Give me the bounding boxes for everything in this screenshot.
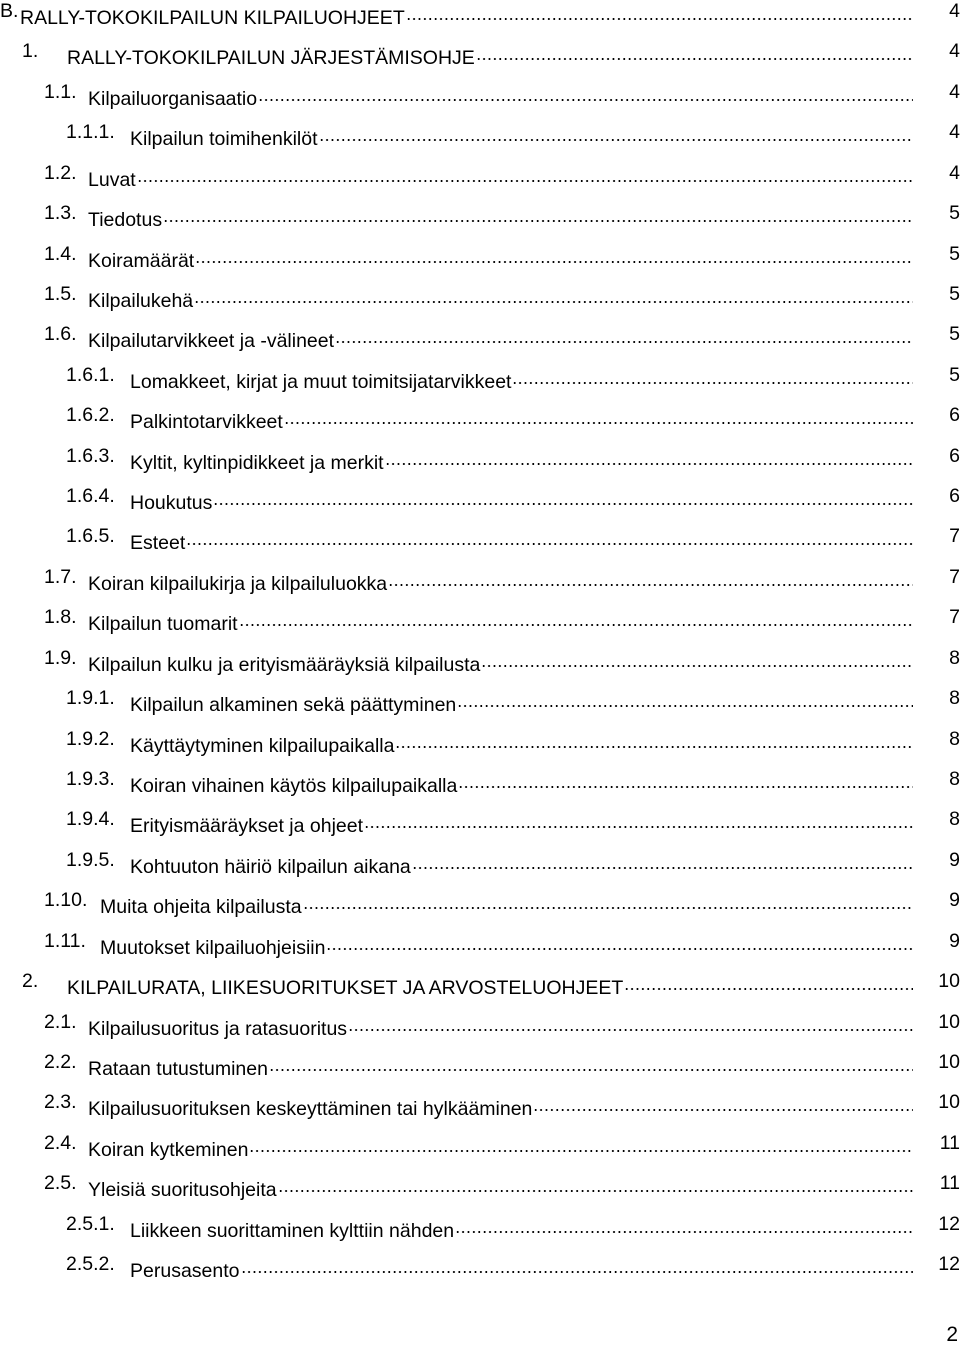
toc-entry-title-wrap bbox=[130, 119, 915, 152]
toc-entry-title-wrap bbox=[20, 0, 915, 31]
toc-entry-title: Kilpailun tuomarit bbox=[88, 613, 238, 636]
dot-leader bbox=[385, 443, 913, 469]
toc-entry[interactable] bbox=[0, 1211, 960, 1251]
dot-leader bbox=[258, 79, 913, 105]
toc-entry[interactable] bbox=[0, 806, 960, 846]
toc-entry-number: 1.1. bbox=[44, 80, 77, 103]
toc-entry-page: 8 bbox=[949, 808, 960, 831]
dot-leader bbox=[303, 887, 913, 913]
toc-entry-number: 2. bbox=[22, 970, 39, 993]
toc-entry-title-wrap bbox=[130, 685, 915, 718]
toc-entry[interactable] bbox=[0, 402, 960, 442]
toc-entry[interactable] bbox=[0, 523, 960, 563]
toc-entry-title: Käyttäytyminen kilpailupaikalla bbox=[130, 734, 395, 757]
toc-entry[interactable] bbox=[0, 79, 960, 119]
toc-entry[interactable] bbox=[0, 604, 960, 644]
toc-entry-title-wrap bbox=[88, 1049, 915, 1082]
toc-entry-number: 2.2. bbox=[44, 1050, 77, 1073]
toc-entry-number: 2.4. bbox=[44, 1131, 77, 1154]
toc-entry-title: KILPAILURATA, LIIKESUORITUKSET JA ARVOSTELUOHJEET bbox=[67, 977, 624, 1000]
toc-entry-title-wrap bbox=[88, 564, 915, 597]
toc-entry-title: Kilpailun toimihenkilöt bbox=[130, 128, 318, 151]
toc-entry[interactable] bbox=[0, 483, 960, 523]
dot-leader bbox=[284, 402, 913, 428]
dot-leader bbox=[481, 645, 913, 671]
toc-entry-page: 9 bbox=[949, 848, 960, 871]
toc-entry-number: 1.10. bbox=[44, 889, 88, 912]
toc-entry[interactable] bbox=[0, 928, 960, 968]
toc-entry-title-wrap bbox=[88, 1009, 915, 1042]
toc-entry-title-wrap bbox=[88, 1170, 915, 1203]
toc-entry[interactable] bbox=[0, 321, 960, 361]
toc-entry-number: 1.3. bbox=[44, 202, 77, 225]
toc-entry-number: 1.9.2. bbox=[66, 727, 115, 750]
toc-entry[interactable] bbox=[0, 281, 960, 321]
toc-entry-page: 11 bbox=[939, 1131, 960, 1154]
toc-entry-number: 1.4. bbox=[44, 242, 77, 265]
toc-entry-page: 6 bbox=[949, 444, 960, 467]
toc-entry-page: 5 bbox=[949, 202, 960, 225]
toc-entry-page: 12 bbox=[938, 1212, 960, 1235]
toc-entry-page: 8 bbox=[949, 646, 960, 669]
toc-entry-title-wrap bbox=[130, 362, 915, 395]
toc-entry-title-wrap bbox=[130, 1211, 915, 1244]
toc-entry-title: Tiedotus bbox=[88, 209, 163, 232]
toc-entry-title: Kilpailusuoritus ja ratasuoritus bbox=[88, 1017, 348, 1040]
toc-entry-page: 6 bbox=[949, 485, 960, 508]
dot-leader bbox=[458, 766, 913, 792]
toc-entry-page: 4 bbox=[949, 40, 960, 63]
toc-entry-page: 4 bbox=[949, 80, 960, 103]
toc-entry-page: 5 bbox=[949, 242, 960, 265]
toc-entry-title-wrap bbox=[88, 281, 915, 314]
toc-entry-page: 5 bbox=[949, 323, 960, 346]
toc-entry[interactable] bbox=[0, 1170, 960, 1210]
toc-entry[interactable] bbox=[0, 564, 960, 604]
toc-entry-title: RALLY-TOKOKILPAILUN KILPAILUOHJEET bbox=[20, 7, 405, 29]
toc-entry-title-wrap bbox=[130, 847, 915, 880]
toc-entry[interactable] bbox=[0, 645, 960, 685]
dot-leader bbox=[319, 119, 913, 145]
toc-entry-number: 2.3. bbox=[44, 1091, 77, 1114]
toc-entry-page: 9 bbox=[949, 889, 960, 912]
dot-leader bbox=[395, 726, 913, 752]
toc-entry-title: Rataan tutustuminen bbox=[88, 1057, 268, 1080]
toc-entry-page: 6 bbox=[949, 404, 960, 427]
toc-entry-number: 1. bbox=[22, 40, 39, 63]
toc-entry-page: 8 bbox=[949, 687, 960, 710]
toc-entry-title: Houkutus bbox=[130, 492, 213, 515]
toc-entry[interactable] bbox=[0, 685, 960, 725]
toc-entry-title: Kyltit, kyltinpidikkeet ja merkit bbox=[130, 451, 384, 474]
dot-leader bbox=[455, 1211, 913, 1237]
toc-entry-title-wrap bbox=[88, 1089, 915, 1122]
dot-leader bbox=[412, 847, 913, 873]
dot-leader bbox=[406, 0, 913, 24]
dot-leader bbox=[194, 281, 913, 307]
dot-leader bbox=[624, 968, 913, 994]
toc-entry-number: 1.9.5. bbox=[66, 848, 115, 871]
toc-entry[interactable] bbox=[0, 200, 960, 240]
toc-entry-title-wrap bbox=[130, 402, 915, 435]
toc-entry-title-wrap bbox=[88, 200, 915, 233]
toc-entry[interactable] bbox=[0, 1130, 960, 1170]
toc-entry-number: 1.8. bbox=[44, 606, 77, 629]
dot-leader bbox=[388, 564, 913, 590]
toc-entry-title-wrap bbox=[88, 241, 915, 274]
toc-entry-title-wrap bbox=[88, 160, 915, 193]
toc-entry-title-wrap bbox=[130, 523, 915, 556]
toc-entry-title: Koiran kilpailukirja ja kilpailuluokka bbox=[88, 572, 388, 595]
toc-entry[interactable] bbox=[0, 847, 960, 887]
toc-entry-title-wrap bbox=[88, 79, 915, 112]
toc-entry[interactable] bbox=[0, 119, 960, 159]
toc-entry[interactable] bbox=[0, 1049, 960, 1089]
toc-entry-title-wrap bbox=[130, 483, 915, 516]
toc-entry-number: 2.1. bbox=[44, 1010, 77, 1033]
toc-entry-number: 1.9. bbox=[44, 646, 77, 669]
toc-entry-page: 8 bbox=[949, 727, 960, 750]
toc-entry-title: Kilpailun kulku ja erityismääräyksiä kilpailusta bbox=[88, 653, 481, 676]
toc-entry[interactable] bbox=[0, 726, 960, 766]
dot-leader bbox=[278, 1170, 913, 1196]
dot-leader bbox=[137, 160, 913, 186]
toc-entry-number: 1.6.3. bbox=[66, 444, 115, 467]
toc-entry-title-wrap bbox=[130, 1251, 915, 1284]
toc-entry-title: Palkintotarvikkeet bbox=[130, 411, 283, 434]
toc-entry-page: 10 bbox=[938, 1010, 960, 1033]
toc-entry-title: Yleisiä suoritusohjeita bbox=[88, 1179, 277, 1202]
toc-entry-title: Muita ohjeita kilpailusta bbox=[100, 896, 302, 919]
dot-leader bbox=[348, 1009, 913, 1035]
toc-entry[interactable] bbox=[0, 0, 960, 38]
toc-entry[interactable] bbox=[0, 362, 960, 402]
toc-entry-number: 1.6. bbox=[44, 323, 77, 346]
toc-entry-number: 1.5. bbox=[44, 282, 77, 305]
toc-entry-number: 1.1.1. bbox=[66, 121, 115, 144]
toc-entry-title-wrap bbox=[88, 321, 915, 354]
toc-entry-title-wrap bbox=[130, 443, 915, 476]
toc-entry-page: 4 bbox=[949, 0, 960, 22]
toc-entry-page: 4 bbox=[949, 121, 960, 144]
toc-entry-number: 1.9.1. bbox=[66, 687, 115, 710]
toc-entry-page: 7 bbox=[949, 606, 960, 629]
toc-entry-title-wrap bbox=[130, 726, 915, 759]
toc-entry-page: 5 bbox=[949, 363, 960, 386]
toc-entry-page: 11 bbox=[939, 1172, 960, 1195]
dot-leader bbox=[457, 685, 913, 711]
toc-entry-number: 2.5.1. bbox=[66, 1212, 115, 1235]
toc-entry[interactable] bbox=[0, 38, 960, 78]
dot-leader bbox=[163, 200, 913, 226]
toc-entry-number: 1.6.2. bbox=[66, 404, 115, 427]
toc-entry-number: 1.9.4. bbox=[66, 808, 115, 831]
dot-leader bbox=[335, 321, 913, 347]
toc-entry-title: Esteet bbox=[130, 532, 186, 555]
page-number: 2 bbox=[946, 1323, 958, 1346]
toc-entry[interactable] bbox=[0, 1009, 960, 1049]
toc-entry[interactable] bbox=[0, 1251, 960, 1291]
toc-entry-number: 1.11. bbox=[44, 929, 86, 952]
dot-leader bbox=[241, 1251, 914, 1277]
toc-entry[interactable] bbox=[0, 1089, 960, 1129]
toc-entry-page: 5 bbox=[949, 282, 960, 305]
toc-entry-title-wrap bbox=[88, 604, 915, 637]
dot-leader bbox=[269, 1049, 913, 1075]
toc-entry-title-wrap bbox=[67, 968, 915, 1001]
toc-entry-title-wrap bbox=[88, 1130, 915, 1163]
toc-entry-title: Luvat bbox=[88, 168, 136, 191]
toc-entry-page: 7 bbox=[949, 565, 960, 588]
dot-leader bbox=[476, 38, 913, 64]
toc-entry-title: Kohtuuton häiriö kilpailun aikana bbox=[130, 855, 411, 878]
toc-entry-page: 8 bbox=[949, 767, 960, 790]
toc-entry[interactable] bbox=[0, 968, 960, 1008]
dot-leader bbox=[533, 1089, 913, 1115]
toc-entry-title: Koiramäärät bbox=[88, 249, 195, 272]
toc-entry-page: 10 bbox=[938, 1091, 960, 1114]
toc-entry-title-wrap bbox=[88, 645, 915, 678]
toc-entry-title: Koiran kytkeminen bbox=[88, 1138, 249, 1161]
toc-entry-page: 10 bbox=[938, 1050, 960, 1073]
toc-entry-title: Erityismääräykset ja ohjeet bbox=[130, 815, 364, 838]
toc-entry-number: B. bbox=[0, 0, 19, 22]
toc-entry-title: Liikkeen suorittaminen kylttiin nähden bbox=[130, 1219, 455, 1242]
toc-entry-number: 2.5. bbox=[44, 1172, 77, 1195]
dot-leader bbox=[186, 523, 913, 549]
toc-entry-title: RALLY-TOKOKILPAILUN JÄRJESTÄMISOHJE bbox=[67, 47, 475, 70]
toc-entry-title-wrap bbox=[67, 38, 915, 71]
toc-entry-number: 2.5.2. bbox=[66, 1253, 115, 1276]
toc-entry-title: Perusasento bbox=[130, 1260, 240, 1283]
dot-leader bbox=[364, 806, 913, 832]
toc-entry-title: Kilpailun alkaminen sekä päättyminen bbox=[130, 694, 457, 717]
toc-entry-page: 9 bbox=[949, 929, 960, 952]
toc-entry-page: 7 bbox=[949, 525, 960, 548]
toc-entry-title-wrap bbox=[130, 766, 915, 799]
toc-entry-number: 1.9.3. bbox=[66, 767, 115, 790]
dot-leader bbox=[512, 362, 913, 388]
dot-leader bbox=[326, 928, 913, 954]
toc-entry-title: Muutokset kilpailuohjeisiin bbox=[100, 936, 326, 959]
toc-entry-number: 1.6.5. bbox=[66, 525, 115, 548]
dot-leader bbox=[213, 483, 913, 509]
toc-entry[interactable] bbox=[0, 766, 960, 806]
toc-entry[interactable] bbox=[0, 443, 960, 483]
toc-entry-title-wrap bbox=[100, 928, 915, 961]
toc-entry-page: 10 bbox=[938, 970, 960, 993]
toc-entry-number: 1.6.1. bbox=[66, 363, 115, 386]
toc-entry[interactable] bbox=[0, 241, 960, 281]
toc-entry-number: 1.7. bbox=[44, 565, 77, 588]
toc-entry-title-wrap bbox=[100, 887, 915, 920]
toc-entry[interactable] bbox=[0, 160, 960, 200]
dot-leader bbox=[249, 1130, 913, 1156]
toc-entry-title-wrap bbox=[130, 806, 915, 839]
toc-entry-title: Kilpailusuorituksen keskeyttäminen tai hylkääminen bbox=[88, 1098, 533, 1121]
toc-entry-title: Koiran vihainen käytös kilpailupaikalla bbox=[130, 774, 458, 797]
toc-entry-title: Kilpailuorganisaatio bbox=[88, 87, 258, 110]
toc-entry-title: Kilpailutarvikkeet ja -välineet bbox=[88, 330, 335, 353]
toc-entry-title: Lomakkeet, kirjat ja muut toimitsijatarvikkeet bbox=[130, 370, 512, 393]
dot-leader bbox=[195, 241, 913, 267]
toc-entry-number: 1.2. bbox=[44, 161, 77, 184]
dot-leader bbox=[239, 604, 913, 630]
toc-entry[interactable] bbox=[0, 887, 960, 927]
toc-entry-page: 12 bbox=[938, 1253, 960, 1276]
toc-entry-page: 4 bbox=[949, 161, 960, 184]
toc-entry-number: 1.6.4. bbox=[66, 485, 115, 508]
toc-entry-title: Kilpailukehä bbox=[88, 289, 194, 312]
